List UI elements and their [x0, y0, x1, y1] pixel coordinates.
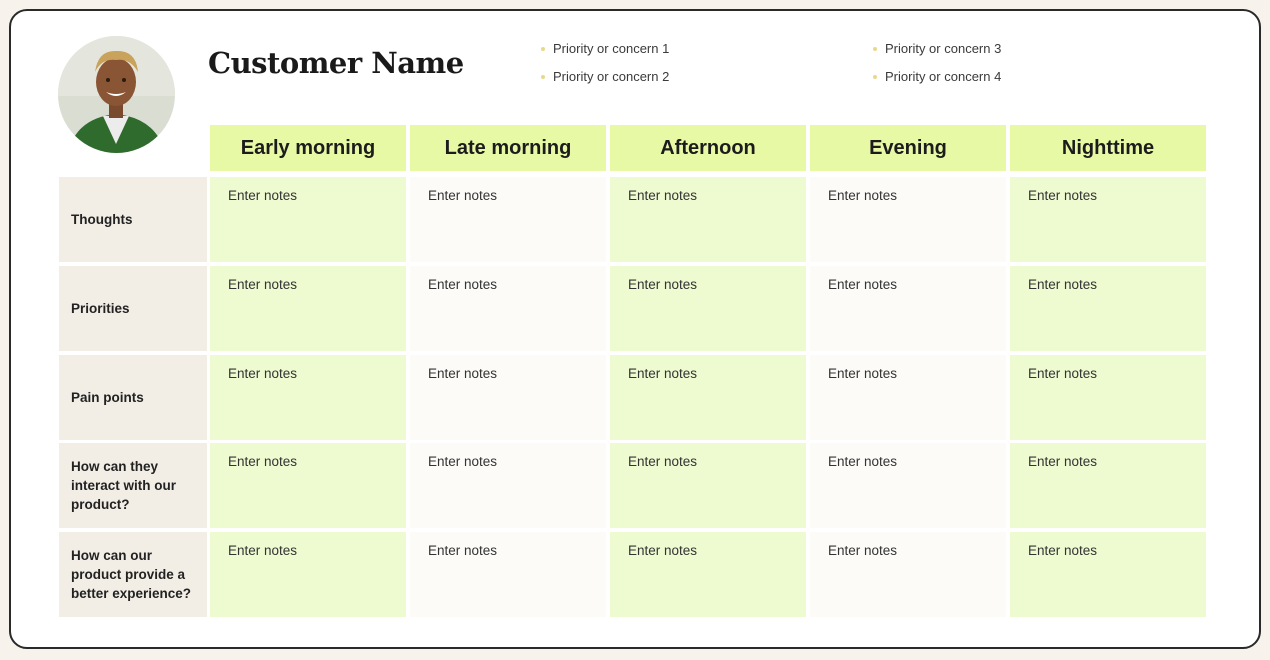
customer-avatar	[58, 36, 175, 153]
note-cell[interactable]: Enter notes	[810, 443, 1006, 528]
note-cell[interactable]: Enter notes	[210, 177, 406, 262]
note-cell[interactable]: Enter notes	[410, 177, 606, 262]
column-header-late-morning: Late morning	[410, 125, 606, 171]
note-cell[interactable]: Enter notes	[1010, 532, 1206, 617]
row-label-priorities: Priorities	[59, 266, 207, 351]
concern-item	[541, 41, 669, 56]
column-header-evening: Evening	[810, 125, 1006, 171]
column-header-nighttime: Nighttime	[1010, 125, 1206, 171]
row-label-thoughts: Thoughts	[59, 177, 207, 262]
note-cell[interactable]: Enter notes	[610, 355, 806, 440]
note-cell[interactable]: Enter notes	[810, 177, 1006, 262]
column-header-early-morning: Early morning	[210, 125, 406, 171]
bullet-icon	[873, 47, 877, 51]
concern-item	[541, 69, 669, 84]
customer-name: Customer Name	[208, 46, 464, 80]
concern-text: Priority or concern 1	[553, 41, 670, 56]
note-cell[interactable]: Enter notes	[210, 443, 406, 528]
note-cell[interactable]: Enter notes	[810, 266, 1006, 351]
note-cell[interactable]: Enter notes	[1010, 266, 1206, 351]
concern-item	[873, 41, 1001, 56]
note-cell[interactable]: Enter notes	[810, 532, 1006, 617]
note-cell[interactable]: Enter notes	[610, 177, 806, 262]
bullet-icon	[541, 47, 545, 51]
note-cell[interactable]: Enter notes	[410, 355, 606, 440]
row-label-pain-points: Pain points	[59, 355, 207, 440]
bullet-icon	[541, 75, 545, 79]
bullet-icon	[873, 75, 877, 79]
row-label-better-experience: How can our product provide a better experience?	[59, 532, 207, 617]
note-cell[interactable]: Enter notes	[410, 532, 606, 617]
note-cell[interactable]: Enter notes	[610, 266, 806, 351]
concern-text: Priority or concern 2	[553, 69, 670, 84]
note-cell[interactable]: Enter notes	[810, 355, 1006, 440]
note-cell[interactable]: Enter notes	[1010, 177, 1206, 262]
concern-text: Priority or concern 3	[885, 41, 1002, 56]
note-cell[interactable]: Enter notes	[410, 443, 606, 528]
row-label-interact: How can they interact with our product?	[59, 443, 207, 528]
note-cell[interactable]: Enter notes	[210, 532, 406, 617]
note-cell[interactable]: Enter notes	[210, 266, 406, 351]
note-cell[interactable]: Enter notes	[210, 355, 406, 440]
note-cell[interactable]: Enter notes	[610, 532, 806, 617]
avatar-image	[58, 36, 175, 153]
note-cell[interactable]: Enter notes	[410, 266, 606, 351]
note-cell[interactable]: Enter notes	[610, 443, 806, 528]
concern-item	[873, 69, 1001, 84]
note-cell[interactable]: Enter notes	[1010, 355, 1206, 440]
column-header-afternoon: Afternoon	[610, 125, 806, 171]
note-cell[interactable]: Enter notes	[1010, 443, 1206, 528]
concern-text: Priority or concern 4	[885, 69, 1002, 84]
